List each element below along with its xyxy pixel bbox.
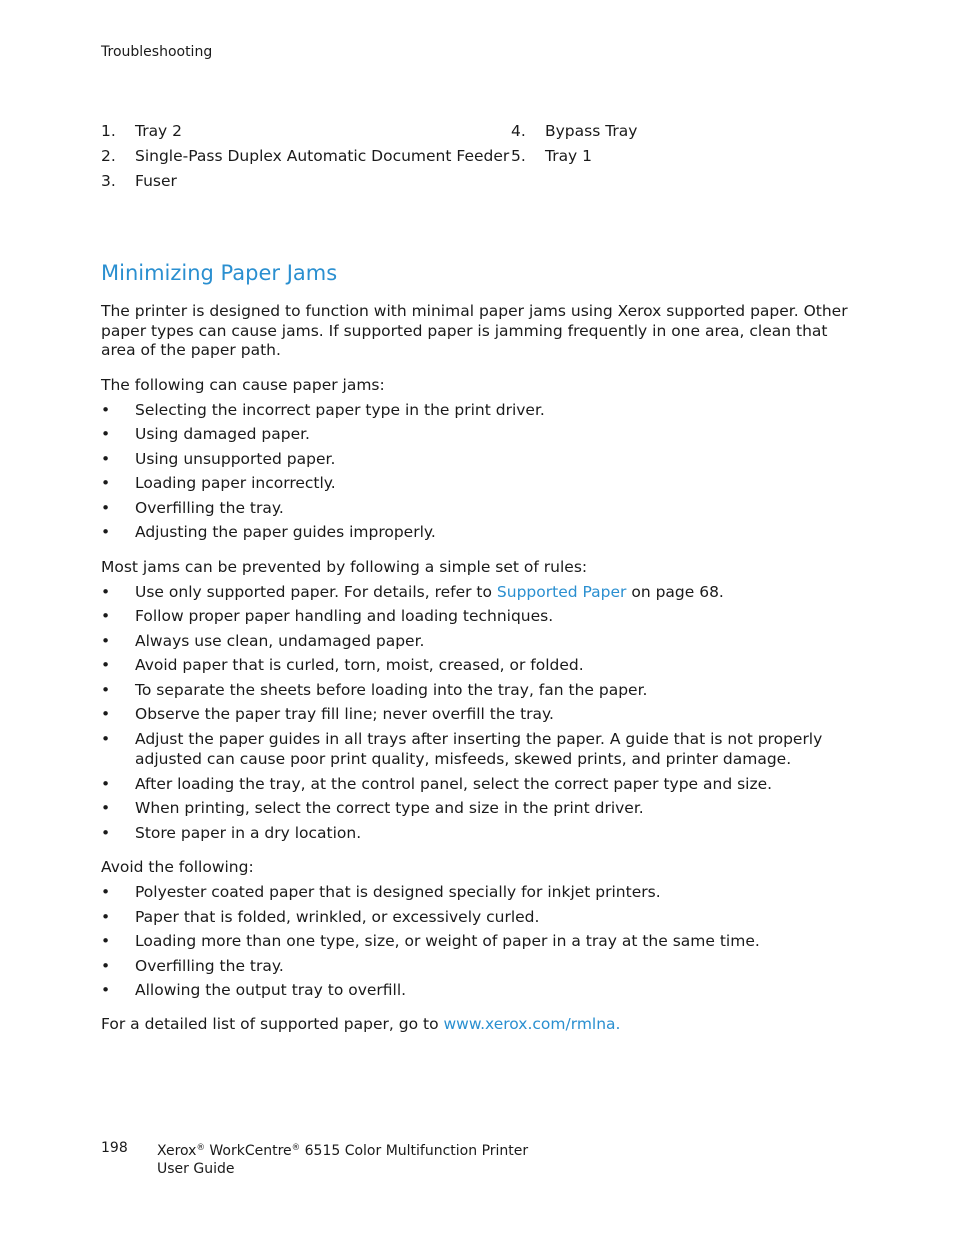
- list-item-text: After loading the tray, at the control panel, select the correct paper type and size.: [135, 774, 773, 793]
- bullet: •: [101, 907, 111, 926]
- list-item-text: Polyester coated paper that is designed specially for inkjet printers.: [135, 883, 661, 901]
- closing-text: For a detailed list of supported paper, go to: [101, 1014, 444, 1033]
- list-item: [101, 582, 861, 603]
- list-item-text: To separate the sheets before loading into the tray, fan the paper.: [135, 680, 648, 699]
- rules-lead: Most jams can be prevented by following a simple set of rules:: [101, 557, 588, 576]
- list-item-text: Observe the paper tray fill line; never overfill the tray.: [135, 705, 554, 723]
- list-item: [101, 498, 861, 519]
- callout-number: 3.: [101, 172, 116, 190]
- list-item-text: Loading more than one type, size, or weight of paper in a tray at the same time.: [135, 932, 760, 950]
- list-item: [101, 400, 861, 421]
- avoid-list: [101, 882, 861, 1001]
- model-name: 6515 Color Multifunction Printer: [304, 1143, 529, 1159]
- list-item: [101, 980, 861, 1001]
- doc-title: User Guide: [157, 1160, 235, 1177]
- page-number: 198: [101, 1140, 128, 1156]
- list-item-text: Selecting the incorrect paper type in the print driver.: [135, 400, 545, 419]
- bullet: •: [101, 631, 111, 650]
- closing-paragraph: [101, 1015, 861, 1035]
- bullet: •: [101, 449, 111, 468]
- bullet: •: [101, 729, 111, 748]
- list-item: [101, 704, 861, 725]
- intro-paragraph: The printer is designed to function with minimal paper jams using Xerox supported paper. Other paper types can cause jams. If supported paper is jamming frequently in one area, clean that area of the paper path.: [101, 302, 848, 359]
- bullet: •: [101, 799, 111, 817]
- callout-label: Tray 2: [135, 122, 183, 140]
- product-name: [157, 1140, 528, 1178]
- list-item: [101, 631, 861, 652]
- list-item: [101, 606, 861, 627]
- list-item-text: Loading paper incorrectly.: [135, 474, 336, 492]
- list-item-text: Store paper in a dry location.: [135, 823, 362, 842]
- list-item-text: Using unsupported paper.: [135, 449, 336, 468]
- bullet: •: [101, 523, 111, 541]
- xerox-url-link[interactable]: www.xerox.com/rmlna.: [443, 1014, 621, 1033]
- list-item-text: Follow proper paper handling and loading techniques.: [135, 607, 554, 625]
- list-item-text: Paper that is folded, wrinkled, or excessively curled.: [135, 907, 540, 926]
- bullet: •: [101, 425, 111, 443]
- callout-label: Bypass Tray: [545, 122, 638, 140]
- bullet: •: [101, 680, 111, 699]
- callout-number: 2.: [101, 147, 116, 165]
- bullet: •: [101, 705, 111, 723]
- bullet: •: [101, 400, 111, 419]
- brand-name: Xerox: [157, 1143, 197, 1159]
- list-item: [101, 798, 861, 819]
- registered-mark: ®: [196, 1143, 205, 1153]
- bullet: •: [101, 883, 111, 901]
- bullet: •: [101, 932, 111, 950]
- list-item-text: Avoid paper that is curled, torn, moist, creased, or folded.: [135, 656, 584, 674]
- list-item-text: Use only supported paper. For details, refer to: [135, 582, 497, 601]
- main-content: [101, 258, 861, 1048]
- causes-list: [101, 400, 861, 543]
- list-item: [101, 774, 861, 795]
- causes-lead: The following can cause paper jams:: [101, 375, 385, 394]
- list-item: [101, 522, 861, 543]
- list-item: [101, 729, 861, 770]
- callout-number: 4.: [511, 122, 526, 140]
- bullet: •: [101, 823, 111, 842]
- bullet: •: [101, 498, 111, 517]
- callout-number: 5.: [511, 147, 526, 165]
- rules-list: [101, 582, 861, 844]
- section-heading: Minimizing Paper Jams: [101, 261, 338, 285]
- bullet: •: [101, 774, 111, 793]
- list-item-text: Adjusting the paper guides improperly.: [135, 523, 436, 541]
- list-item-text: Overfilling the tray.: [135, 956, 284, 975]
- bullet: •: [101, 656, 111, 674]
- avoid-lead: Avoid the following:: [101, 858, 254, 876]
- bullet: •: [101, 981, 111, 999]
- list-item-text: Adjust the paper guides in all trays after inserting the paper. A guide that is not properly adjusted can cause poor print quality, misfeeds, skewed prints, and printer damage.: [135, 729, 823, 768]
- list-item-text: Always use clean, undamaged paper.: [135, 631, 425, 650]
- bullet: •: [101, 474, 111, 492]
- supported-paper-link[interactable]: Supported Paper: [496, 582, 627, 601]
- callout-label: Tray 1: [545, 147, 593, 165]
- list-item-text: Allowing the output tray to overfill.: [135, 981, 407, 999]
- list-item-text: on page 68.: [626, 582, 724, 601]
- list-item: [101, 424, 861, 445]
- callout-number: 1.: [101, 122, 116, 140]
- list-item: [101, 956, 861, 977]
- list-item: [101, 473, 861, 494]
- registered-mark: ®: [291, 1143, 301, 1153]
- list-item-text: When printing, select the correct type and size in the print driver.: [135, 799, 644, 817]
- bullet: •: [101, 956, 111, 975]
- list-item: [101, 823, 861, 844]
- bullet: •: [101, 582, 111, 601]
- list-item: [101, 449, 861, 470]
- list-item-text: Using damaged paper.: [135, 425, 310, 443]
- running-header: Troubleshooting: [101, 44, 213, 60]
- callout-label: Fuser: [135, 172, 177, 190]
- list-item-text: Overfilling the tray.: [135, 498, 284, 517]
- list-item: [101, 907, 861, 928]
- list-item: [101, 680, 861, 701]
- bullet: •: [101, 607, 111, 625]
- list-item: [101, 882, 861, 903]
- product-line: WorkCentre: [209, 1143, 292, 1159]
- callout-label: Single-Pass Duplex Automatic Document Feeder: [135, 147, 510, 165]
- list-item: [101, 655, 861, 676]
- list-item: [101, 931, 861, 952]
